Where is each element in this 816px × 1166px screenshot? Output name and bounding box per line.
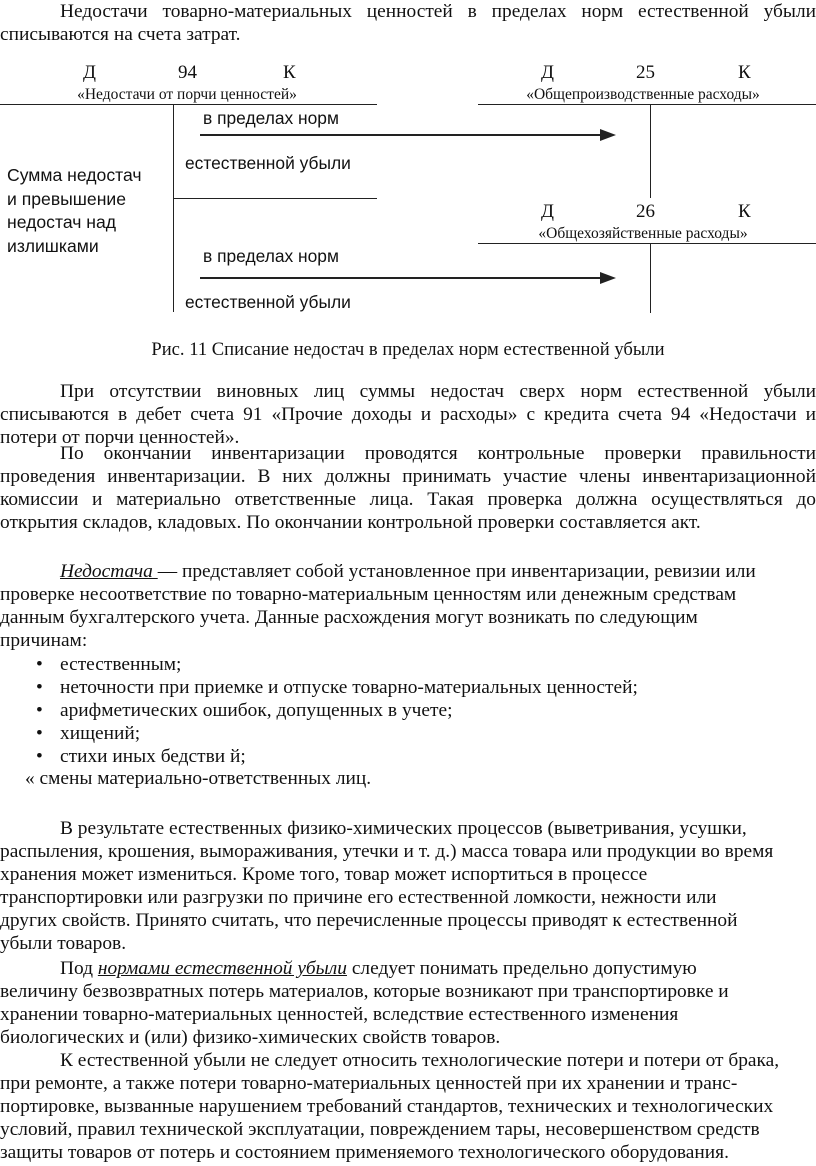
para4-line-1: В результате естественных физико-химических процессов (выветривания, усушки,	[60, 818, 747, 839]
last-list-item: « смены материально-ответственных лиц.	[25, 768, 372, 789]
account94-debit: Д	[83, 62, 96, 83]
account94-center-line	[173, 104, 174, 312]
bullet-icon: •	[36, 700, 43, 722]
debit-description	[7, 164, 142, 258]
para3-line-3: данным бухгалтерского учета. Данные расхождения могут возникать по следующим	[0, 607, 698, 629]
account94-number: 94	[178, 62, 197, 83]
reasons-list	[36, 653, 638, 768]
intro-paragraph	[0, 0, 816, 46]
para4-line-5: других свойств. Принято считать, что перечисленные процессы приводят к естественной	[0, 910, 738, 932]
entry1-line1: в пределах норм	[203, 108, 339, 128]
para3-line-1-rest: — представляет собой установленное при инвентаризации, ревизии или	[157, 561, 756, 582]
account25-number: 25	[636, 62, 655, 83]
paragraph-1	[0, 380, 816, 449]
left-text-line-1: Сумма недостач	[7, 165, 142, 185]
account26-number: 26	[636, 201, 655, 222]
para5-line-1: Под нормами естественной убыли следует понимать предельно допустимую	[60, 958, 697, 979]
list-item: • стихи иных бедстви й;	[36, 746, 246, 768]
para4-line-3: хранения может измениться. Кроме того, товар может испортиться в процессе	[0, 864, 648, 886]
para6-line-1: К естественной убыли не следует относить технологические потери и потери от брака,	[60, 1050, 780, 1071]
para3-line-1	[0, 560, 816, 583]
account25-center-line	[650, 104, 651, 198]
arrow-right-icon	[178, 270, 618, 286]
para1-line-2: списываются в дебет счета 91 «Прочие доходы и расходы» с кредита счета 94 «Недостачи и	[0, 404, 816, 426]
para1-line-1: При отсутствии виновных лиц суммы недостач сверх норм естественной убыли	[60, 381, 816, 402]
para2-line-4: открытия складов, кладовых. По окончании контрольной проверки составляется акт.	[0, 512, 701, 534]
account26-center-line	[650, 243, 651, 313]
para2-line-3: комиссии и материально ответственные лица. Такая проверка должна осуществляться до	[0, 489, 816, 511]
account94-name: «Недостачи от порчи ценностей»	[77, 86, 297, 103]
list-item: • естественным;	[36, 654, 182, 675]
para4-line-6: убыли товаров.	[0, 933, 127, 955]
account26-debit: Д	[541, 201, 554, 222]
para6-line-3: портировке, вызванные нарушением требований стандартов, технических и технологических	[0, 1096, 774, 1118]
account94-middle-line	[173, 198, 377, 199]
bullet-icon: •	[36, 723, 43, 745]
left-text-line-3: недостач над	[7, 212, 117, 232]
paragraph-4	[0, 817, 816, 956]
para6-line-5: защиты товаров от потерь и состоянием применяемого технологического оборудования.	[0, 1142, 729, 1164]
term-natural-loss-norms: нормами естественной убыли	[97, 958, 347, 979]
entry2-line1: в пределах норм	[203, 246, 339, 266]
intro-line-2: списываются на счета затрат.	[0, 24, 241, 46]
para2-line-1: По окончании инвентаризации проводятся контрольные проверки правильности	[60, 443, 816, 464]
figure-caption: Рис. 11 Списание недостач в пределах норм естественной убыли	[151, 339, 665, 360]
account26-credit: К	[738, 201, 751, 222]
para5-line-3: хранении товарно-материальных ценностей, вследствие естественного изменения	[0, 1004, 679, 1026]
account26-name: «Общехозяйственные расходы»	[538, 225, 748, 242]
term-shortage: Недостача	[60, 561, 158, 582]
account94-top-line	[0, 104, 377, 105]
account25-debit: Д	[541, 62, 554, 83]
para4-line-2: распыления, крошения, вымораживания, утечки и т. д.) масса товара или продукции во время	[0, 841, 774, 863]
para6-line-2: при ремонте, а также потери товарно-материальных ценностей при их хранении и транс-	[0, 1073, 738, 1095]
bullet-icon: •	[36, 677, 43, 699]
left-text-line-4: излишками	[7, 235, 99, 256]
account25-name: «Общепроизводственные расходы»	[526, 86, 760, 103]
para6-line-4: условий, правил технической эксплуатации, повреждением тары, несовершенством средств	[0, 1119, 760, 1141]
para5-line-4: биологических и (или) физико-химических свойств товаров.	[0, 1027, 501, 1049]
list-item: • неточности при приемке и отпуске товарно-материальных ценностей;	[36, 677, 638, 699]
account25-top-line	[478, 104, 816, 105]
para5-line-2: величину безвозвратных потерь материалов, которые возникают при транспортировке и	[0, 981, 729, 1003]
left-text-line-2: и превышение	[7, 188, 127, 209]
paragraph-2	[0, 442, 816, 534]
arrow-right-icon	[178, 127, 618, 143]
para3-line-2: проверке несоответствие по товарно-материальным ценностям или денежным средствам	[0, 584, 737, 606]
para4-line-4: транспортировки или разгрузки по причине его естественной ломкости, нежности или	[0, 887, 717, 909]
paragraph-6	[0, 1049, 816, 1164]
entry1-line2: естественной убыли	[185, 153, 351, 173]
para1-line-3: потери от порчи ценностей».	[0, 427, 240, 449]
para2-line-2: проведения инвентаризации. В них должны принимать участие члены инвентаризационной	[0, 466, 816, 488]
paragraph-3	[0, 560, 816, 652]
account26-top-line	[478, 243, 816, 244]
account25-credit: К	[738, 62, 751, 83]
bullet-icon: •	[36, 746, 43, 768]
bullet-icon: •	[36, 654, 43, 675]
list-item: • хищений;	[36, 723, 141, 745]
intro-line-1: Недостачи товарно-материальных ценностей в пределах норм естественной убыли	[60, 1, 816, 22]
account94-credit: К	[283, 62, 296, 83]
list-item: • арифметических ошибок, допущенных в учете;	[36, 700, 453, 722]
entry2-line2: естественной убыли	[185, 292, 351, 312]
para3-line-4: причинам:	[0, 630, 88, 652]
paragraph-5	[0, 957, 816, 1049]
